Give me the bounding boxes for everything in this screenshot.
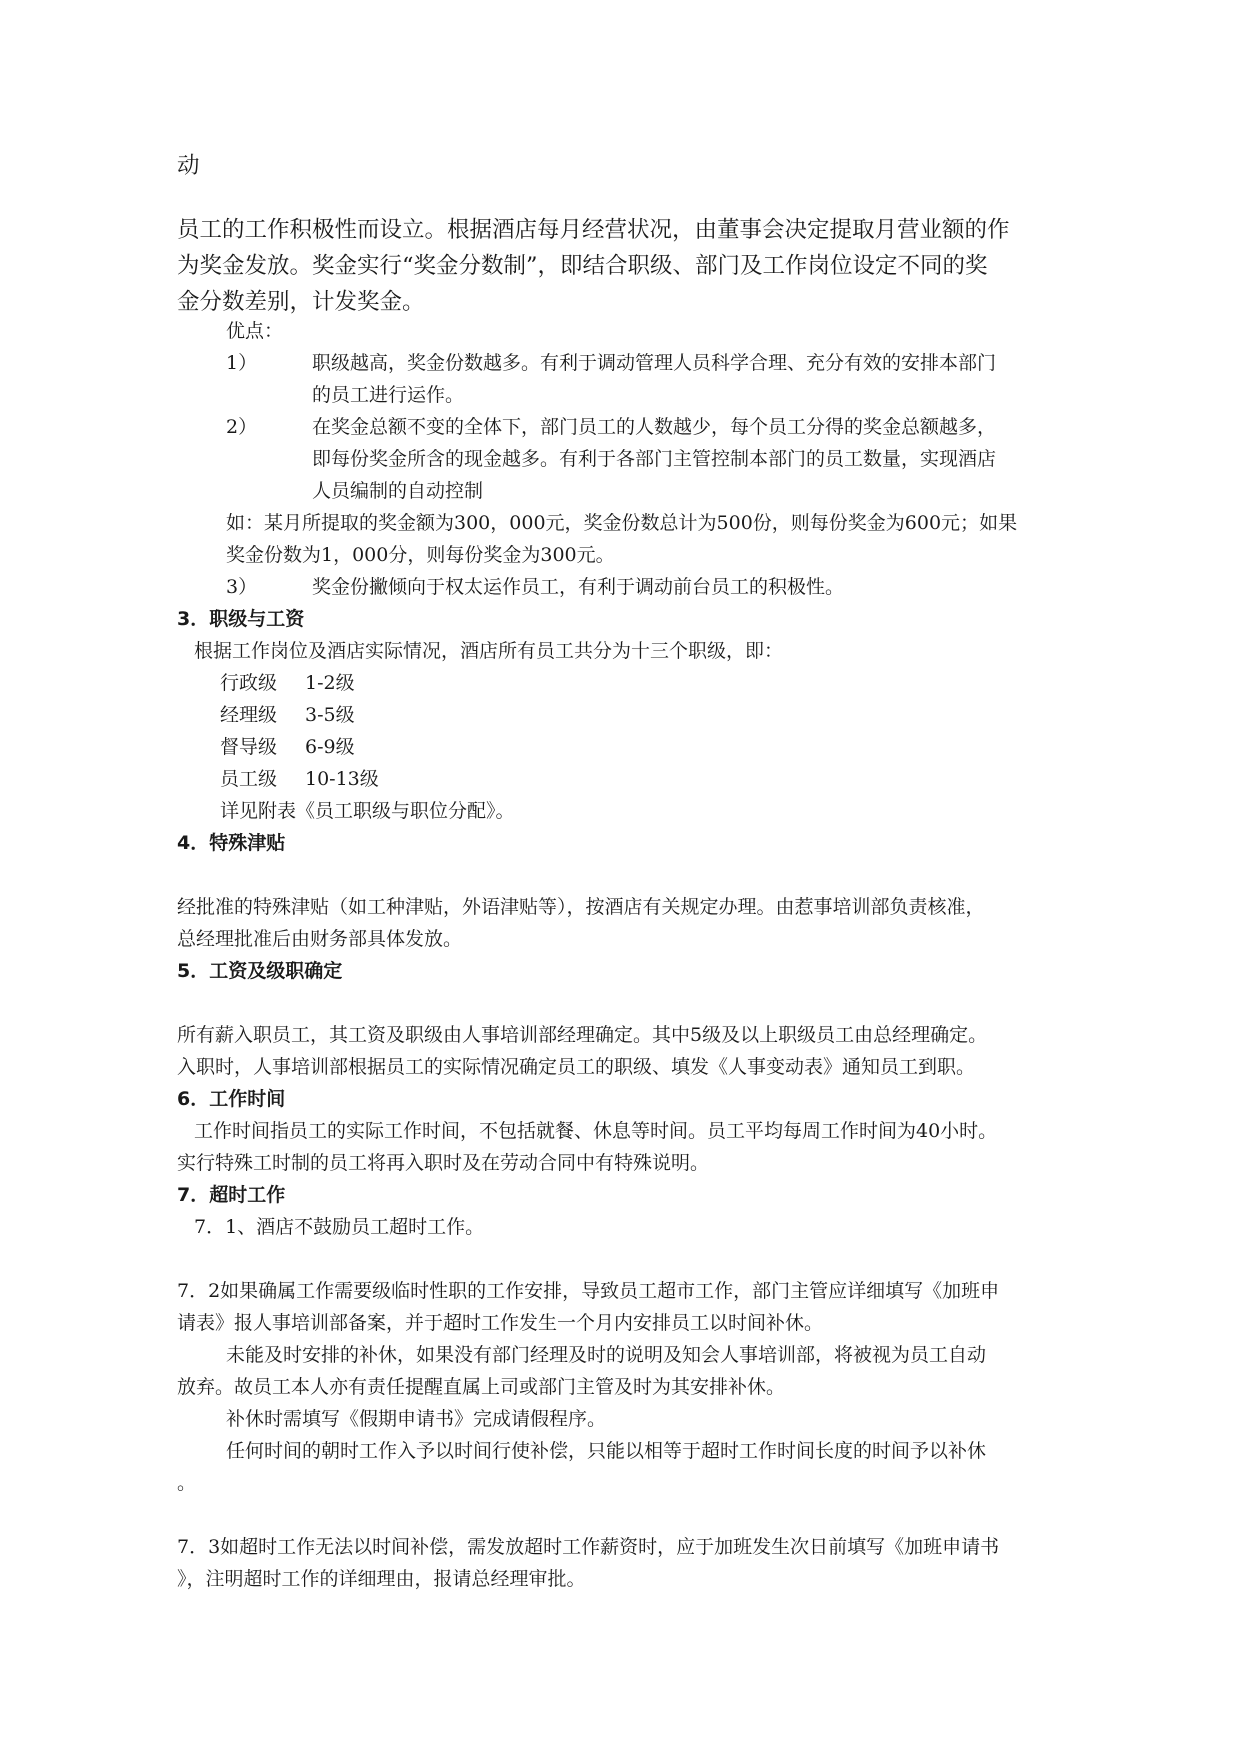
item1-line-1: 职级越高，奖金份数越多。有利于调动管理人员科学合理、充分有效的安排本部门	[312, 352, 997, 374]
item1-number: 1）	[226, 352, 258, 374]
section-6-title: 6．工作时间	[177, 1088, 286, 1110]
section-5-line-2: 入职时，人事培训部根据员工的实际情况确定员工的职级、填发《人事变动表》通知员工到职。	[177, 1056, 976, 1078]
section-7-p3-line-2: 放弃。故员工本人亦有责任提醒直属上司或部门主管及时为其安排补休。	[177, 1376, 786, 1398]
section-4-line-1: 经批准的特殊津贴（如工种津贴，外语津贴等），按酒店有关规定办理。由惹事培训部负责核准，	[177, 896, 985, 918]
level-range: 1-2级	[305, 672, 355, 694]
level-range: 10-13级	[305, 768, 379, 790]
section-6-line-1: 工作时间指员工的实际工作时间，不包括就餐、休息等时间。员工平均每周工作时间为40小时。	[194, 1120, 998, 1142]
level-name: 员工级	[220, 768, 278, 790]
section-7-p6-line-2: 》，注明超时工作的详细理由，报请总经理审批。	[177, 1568, 586, 1590]
item2-line-1: 在奖金总额不变的全体下，部门员工的人数越少，每个员工分得的奖金总额越多，	[312, 416, 997, 438]
example-line-1: 如：某月所提取的奖金额为300，000元，奖金份数总计为500份，则每份奖金为600元；如果	[226, 512, 1018, 534]
section-7-p5-line-2: 。	[177, 1472, 197, 1494]
section-3-title: 3．职级与工资	[177, 608, 305, 630]
section-7-p3-line-1: 未能及时安排的补休，如果没有部门经理及时的说明及知会人事培训部，将被视为员工自动	[226, 1344, 987, 1366]
fragment-top: 动	[177, 153, 200, 179]
section-7-p2-line-2: 请表》报人事培训部备案，并于超时工作发生一个月内安排员工以时间补休。	[177, 1312, 824, 1334]
section-3-note: 详见附表《员工职级与职位分配》。	[220, 800, 515, 822]
section-4-title: 4．特殊津贴	[177, 832, 286, 854]
item3-text: 奖金份撇倾向于权太运作员工，有利于调动前台员工的积极性。	[312, 576, 845, 598]
section-7-title: 7．超时工作	[177, 1184, 286, 1206]
section-7-p2-line-1: 7．2如果确属工作需要级临时性职的工作安排，导致员工超市工作，部门主管应详细填写《加班申	[177, 1280, 1000, 1302]
example-line-2: 奖金份数为1，000分，则每份奖金为300元。	[226, 544, 615, 566]
section-7-p1: 7．1、酒店不鼓励员工超时工作。	[194, 1216, 485, 1238]
intro-line-3: 金分数差别，计发奖金。	[177, 289, 425, 315]
section-7-p4: 补休时需填写《假期申请书》完成请假程序。	[226, 1408, 607, 1430]
advantages-label: 优点：	[226, 320, 284, 342]
section-6-line-2: 实行特殊工时制的员工将再入职时及在劳动合同中有特殊说明。	[177, 1152, 710, 1174]
section-7-p6-line-1: 7．3如超时工作无法以时间补偿，需发放超时工作薪资时，应于加班发生次日前填写《加班申请书	[177, 1536, 1000, 1558]
level-range: 6-9级	[305, 736, 355, 758]
item2-line-3: 人员编制的自动控制	[312, 480, 484, 502]
intro-line-2: 为奖金发放。奖金实行“奖金分数制”，即结合职级、部门及工作岗位设定不同的奖	[177, 253, 988, 279]
item2-line-2: 即每份奖金所含的现金越多。有利于各部门主管控制本部门的员工数量，实现酒店	[312, 448, 997, 470]
section-5-title: 5．工资及级职确定	[177, 960, 343, 982]
level-name: 经理级	[220, 704, 278, 726]
level-name: 行政级	[220, 672, 278, 694]
section-4-line-2: 总经理批准后由财务部具体发放。	[177, 928, 463, 950]
level-name: 督导级	[220, 736, 278, 758]
section-7-p5-line-1: 任何时间的朝时工作入予以时间行使补偿，只能以相等于超时工作时间长度的时间予以补休	[226, 1440, 987, 1462]
level-range: 3-5级	[305, 704, 355, 726]
intro-line-1: 员工的工作积极性而设立。根据酒店每月经营状况，由董事会决定提取月营业额的作	[177, 217, 1010, 243]
section-5-line-1: 所有薪入职员工，其工资及职级由人事培训部经理确定。其中5级及以上职级员工由总经理确定。	[177, 1024, 988, 1046]
item1-line-2: 的员工进行运作。	[312, 384, 465, 406]
item2-number: 2）	[226, 416, 258, 438]
item3-number: 3）	[226, 576, 258, 598]
section-3-intro: 根据工作岗位及酒店实际情况，酒店所有员工共分为十三个职级，即：	[194, 640, 784, 662]
